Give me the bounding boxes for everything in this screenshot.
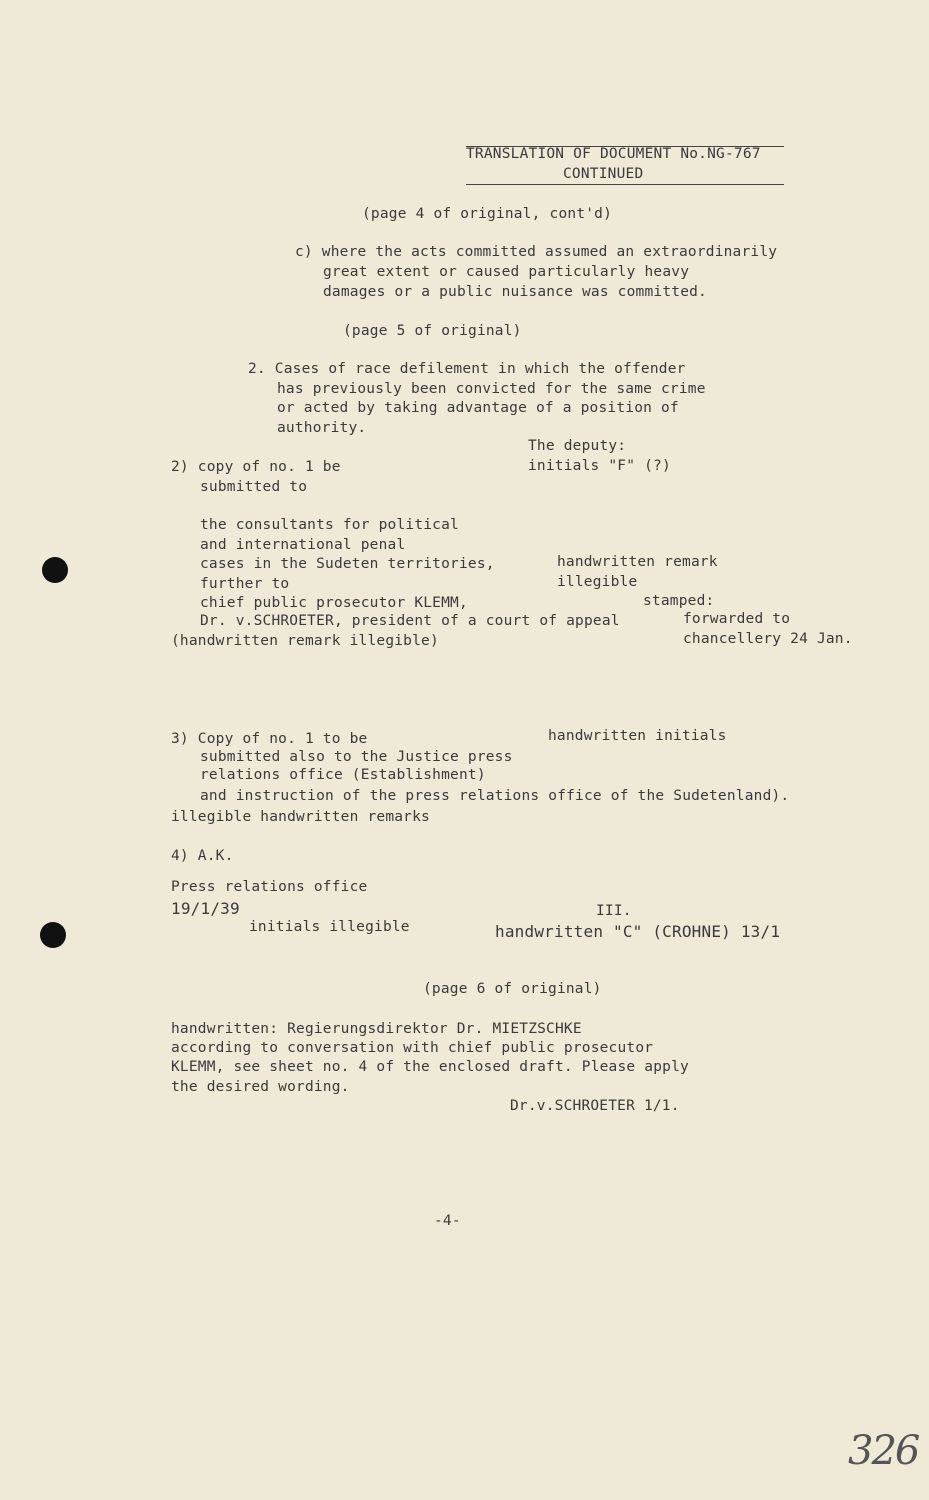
paragraph-line: Press relations office	[171, 879, 368, 895]
paragraph-line: 2. Cases of race defilement in which the offender	[248, 361, 686, 377]
page-reference: (page 6 of original)	[423, 981, 602, 997]
margin-remark: handwritten remark	[557, 554, 718, 570]
crohne-remark: handwritten "C" (CROHNE) 13/1	[495, 922, 781, 941]
punch-hole	[40, 922, 66, 948]
punch-hole	[42, 557, 68, 583]
paragraph-line: cases in the Sudeten territories,	[200, 556, 495, 572]
paragraph-line: according to conversation with chief public prosecutor	[171, 1040, 654, 1056]
roman-numeral: III.	[596, 903, 632, 919]
paragraph-line: (handwritten remark illegible)	[171, 633, 439, 649]
page-reference: (page 5 of original)	[343, 323, 522, 339]
paragraph-line: illegible handwritten remarks	[171, 809, 430, 825]
margin-remark: handwritten initials	[548, 728, 727, 744]
paragraph-line: KLEMM, see sheet no. 4 of the enclosed draft. Please apply	[171, 1059, 689, 1075]
paragraph-line: submitted also to the Justice press	[200, 749, 513, 765]
footer-page-number: -4-	[434, 1213, 461, 1229]
stamp-text: forwarded to	[683, 611, 791, 627]
paragraph-line: 4) A.K.	[171, 848, 234, 864]
document-subtitle: CONTINUED	[563, 166, 644, 182]
stamp-text: chancellery 24 Jan.	[683, 631, 853, 647]
paragraph-line: the desired wording.	[171, 1079, 350, 1095]
document-title: TRANSLATION OF DOCUMENT No.NG-767	[466, 146, 761, 162]
margin-remark: illegible	[557, 574, 638, 590]
page-reference: (page 4 of original, cont'd)	[362, 206, 613, 222]
paragraph-line: 3) Copy of no. 1 to be	[171, 731, 368, 747]
paragraph-line: the consultants for political	[200, 517, 459, 533]
paragraph-line: submitted to	[200, 479, 308, 495]
paragraph-line: great extent or caused particularly heavy	[323, 264, 690, 280]
paragraph-line: relations office (Establishment)	[200, 767, 486, 783]
paragraph-line: has previously been convicted for the same crime	[277, 381, 706, 397]
stamp-label: stamped:	[643, 593, 715, 609]
paragraph-line: and instruction of the press relations office of the Sudetenland).	[200, 788, 790, 804]
paragraph-line: and international penal	[200, 537, 406, 553]
date-text: 19/1/39	[171, 899, 240, 918]
paragraph-line: c) where the acts committed assumed an extraordinarily	[295, 244, 778, 260]
deputy-label: The deputy:	[528, 438, 627, 454]
paragraph-line: handwritten: Regierungsdirektor Dr. MIETZSCHKE	[171, 1021, 582, 1037]
paragraph-line: further to	[200, 576, 290, 592]
paragraph-line: initials illegible	[249, 919, 410, 935]
header-bottom-rule	[466, 184, 784, 185]
signature-text: Dr.v.SCHROETER 1/1.	[510, 1098, 680, 1114]
paragraph-line: 2) copy of no. 1 be	[171, 459, 341, 475]
paragraph-line: Dr. v.SCHROETER, president of a court of appeal	[200, 613, 620, 629]
paragraph-line: or acted by taking advantage of a position of	[277, 400, 679, 416]
paragraph-line: chief public prosecutor KLEMM,	[200, 595, 468, 611]
paragraph-line: authority.	[277, 420, 367, 436]
archive-page-number: 326	[848, 1428, 919, 1474]
deputy-initials: initials "F" (?)	[528, 458, 671, 474]
paragraph-line: damages or a public nuisance was committed.	[323, 284, 707, 300]
